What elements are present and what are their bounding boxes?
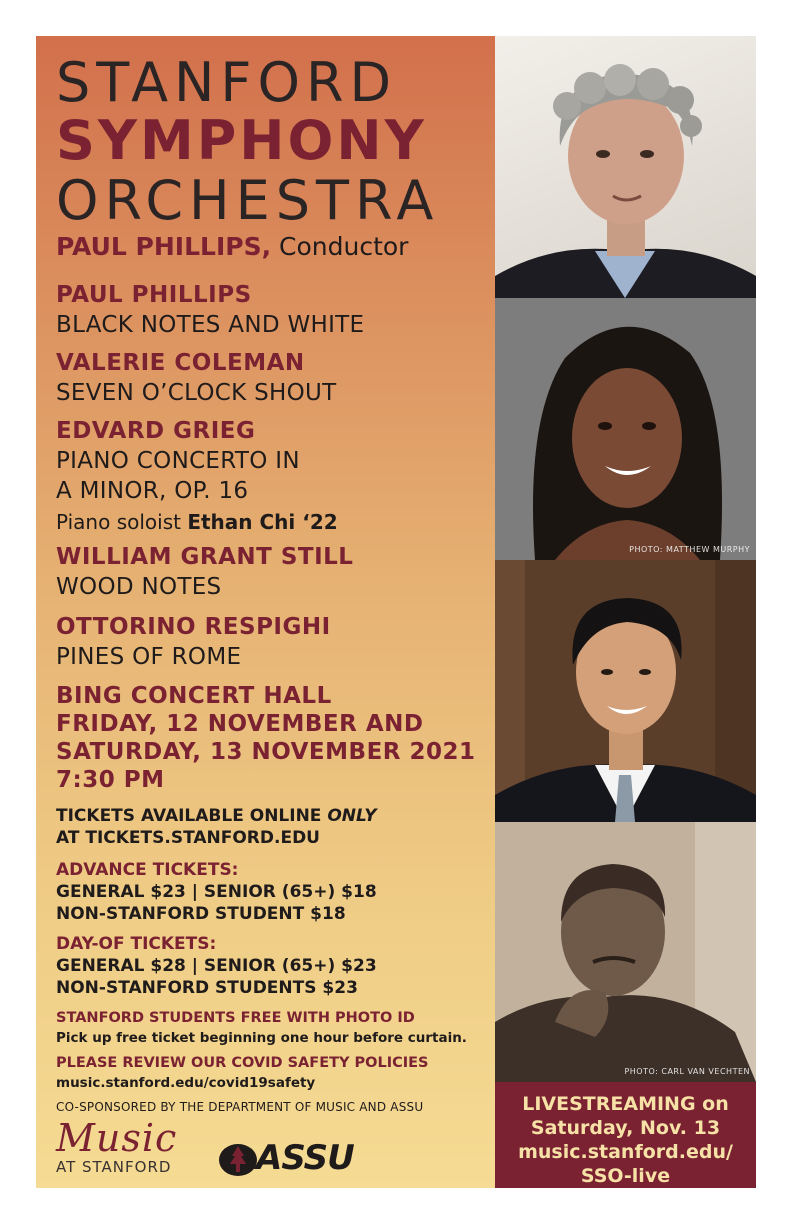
title-orchestra: ORCHESTRA (56, 169, 440, 232)
soloist-name: Ethan Chi ‘22 (187, 510, 338, 534)
conductor-role: Conductor (271, 232, 409, 261)
cosponsor-note: CO-SPONSORED BY THE DEPARTMENT OF MUSIC AND ASSU (56, 1100, 424, 1114)
pickup-note: Pick up free ticket beginning one hour before curtain. (56, 1030, 467, 1046)
photo-credit-still: PHOTO: CARL VAN VECHTEN (624, 1067, 750, 1076)
livestream-box (495, 1082, 756, 1188)
program-composer-3: EDVARD GRIEG (56, 418, 256, 444)
soloist-line (56, 510, 338, 534)
poster-text-panel (36, 36, 495, 1188)
advance-tickets-label: ADVANCE TICKETS: (56, 860, 239, 880)
program-work-3-line2: A MINOR, OP. 16 (56, 478, 249, 504)
advance-tickets-line1: GENERAL $23 | SENIOR (65+) $18 (56, 882, 377, 902)
program-composer-2: VALERIE COLEMAN (56, 350, 305, 376)
assu-wordmark: ASSU (256, 1138, 354, 1178)
dayof-tickets-label: DAY-OF TICKETS: (56, 934, 217, 954)
covid-url: music.stanford.edu/covid19safety (56, 1075, 316, 1091)
livestream-line2: Saturday, Nov. 13 (530, 1117, 721, 1139)
photo-column (495, 36, 756, 1188)
conductor-photo (495, 36, 756, 298)
livestream-line3: music.stanford.edu/ (518, 1141, 733, 1163)
title-symphony: SYMPHONY (56, 109, 427, 172)
livestream-line1: LIVESTREAMING on (522, 1093, 729, 1115)
photo-credit-coleman: PHOTO: MATTHEW MURPHY (629, 545, 750, 554)
still-portrait-icon (495, 822, 756, 1082)
title-stanford: STANFORD (56, 51, 398, 114)
conductor-line (56, 232, 408, 261)
tickets-online-only: ONLY (327, 806, 377, 826)
tickets-online-text: TICKETS AVAILABLE ONLINE (56, 806, 328, 826)
venue-date-2: SATURDAY, 13 NOVEMBER 2021 (56, 739, 476, 765)
advance-tickets-line2: NON-STANFORD STUDENT $18 (56, 904, 346, 924)
music-logo-script: Music (56, 1116, 178, 1160)
soloist-prefix: Piano soloist (56, 510, 188, 534)
program-work-3-line1: PIANO CONCERTO IN (56, 448, 300, 474)
soloist-photo (495, 560, 756, 822)
venue-time: 7:30 PM (56, 767, 165, 793)
program-composer-1: PAUL PHILLIPS (56, 282, 252, 308)
students-free: STANFORD STUDENTS FREE WITH PHOTO ID (56, 1010, 415, 1026)
dayof-tickets-line2: NON-STANFORD STUDENTS $23 (56, 978, 358, 998)
conductor-name: PAUL PHILLIPS, (56, 232, 272, 261)
concert-poster (36, 36, 756, 1188)
tree-icon (218, 1140, 258, 1180)
coleman-photo (495, 298, 756, 560)
soloist-portrait-icon (495, 560, 756, 822)
program-work-4: WOOD NOTES (56, 574, 222, 600)
dayof-tickets-line1: GENERAL $28 | SENIOR (65+) $23 (56, 956, 377, 976)
program-work-2: SEVEN O’CLOCK SHOUT (56, 380, 337, 406)
venue-date-1: FRIDAY, 12 NOVEMBER AND (56, 711, 424, 737)
program-work-1: BLACK NOTES AND WHITE (56, 312, 365, 338)
conductor-portrait-icon (495, 36, 756, 298)
livestream-line4: SSO-live (580, 1165, 671, 1187)
tickets-url: AT TICKETS.STANFORD.EDU (56, 828, 320, 848)
program-composer-5: OTTORINO RESPIGHI (56, 614, 331, 640)
tickets-online-line (56, 806, 377, 826)
covid-heading: PLEASE REVIEW OUR COVID SAFETY POLICIES (56, 1055, 429, 1071)
program-work-5: PINES OF ROME (56, 644, 242, 670)
still-photo (495, 822, 756, 1082)
coleman-portrait-icon (495, 298, 756, 560)
music-logo-at-stanford: AT STANFORD (56, 1158, 172, 1176)
venue-hall: BING CONCERT HALL (56, 683, 332, 709)
program-composer-4: WILLIAM GRANT STILL (56, 544, 354, 570)
assu-logo (218, 1138, 388, 1178)
